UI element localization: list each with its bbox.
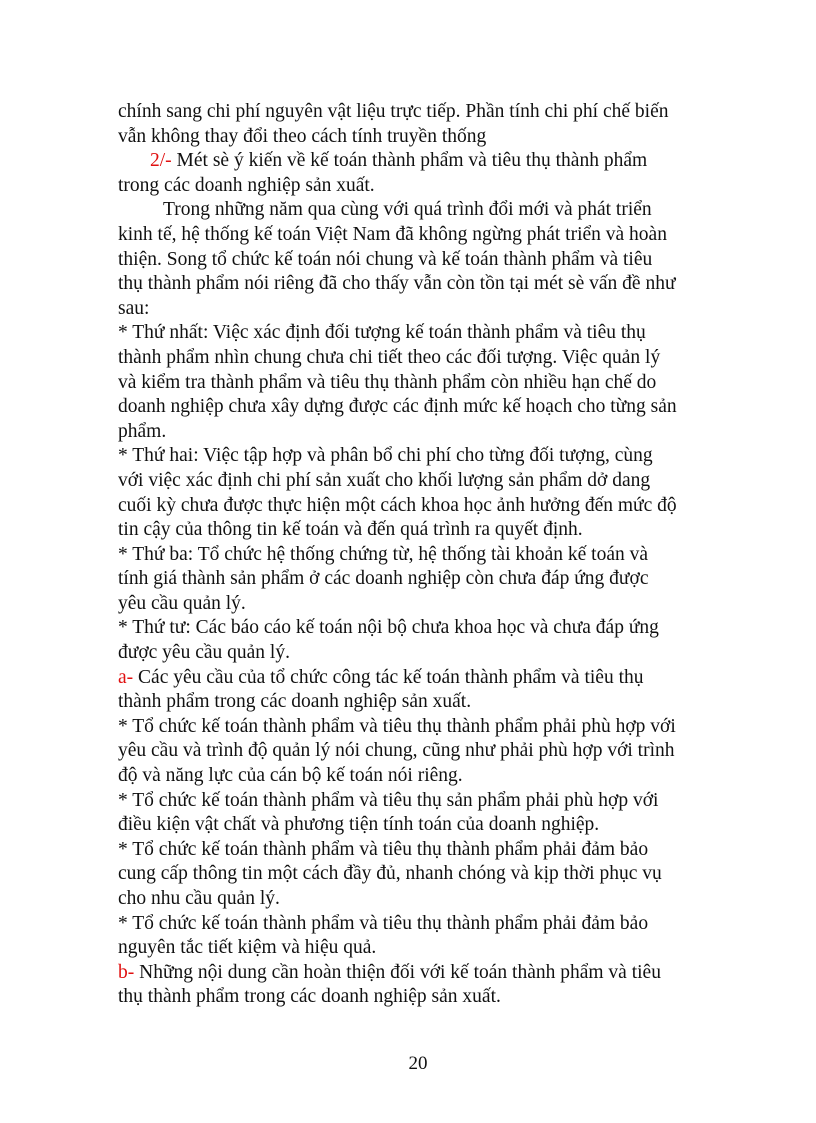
item-b-marker: b- [118, 961, 135, 983]
text-line: kinh tế, hệ thống kế toán Việt Nam đã không ngừng phát triển và hoàn [118, 223, 667, 245]
text-line: điều kiện vật chất và phương tiện tính toán của doanh nghiệp. [118, 814, 600, 836]
section-heading-line [118, 149, 698, 174]
text-line: thành phẩm nhìn chung chưa chi tiết theo các đối tượng. Việc quản lý [118, 346, 661, 368]
text-line: tin cậy của thông tin kế toán và đến quá trình ra quyết định. [118, 519, 583, 541]
text-line: thiện. Song tổ chức kế toán nói chung và kế toán thành phẩm và tiêu [118, 248, 653, 270]
text-line: thụ thành phẩm nói riêng đã cho thấy vẫn còn tồn tại mét sè vấn đề như [118, 273, 676, 295]
text-line: yêu cầu và trình độ quản lý nói chung, cũng như phải phù hợp với trình [118, 740, 675, 762]
text-line: * Thứ ba: Tổ chức hệ thống chứng từ, hệ thống tài khoản kế toán và [118, 543, 649, 565]
text-line: * Tổ chức kế toán thành phẩm và tiêu thụ thành phẩm phải đảm bảo [118, 912, 649, 934]
text-line: thụ thành phẩm trong các doanh nghiệp sản xuất. [118, 986, 501, 1008]
text-line: * Thứ hai: Việc tập hợp và phân bổ chi phí cho từng đối tượng, cùng [118, 445, 653, 467]
text-line: và kiểm tra thành phẩm và tiêu thụ thành phẩm còn nhiều hạn chế do [118, 371, 657, 393]
text-line: * Tổ chức kế toán thành phẩm và tiêu thụ sản phẩm phải phù hợp với [118, 789, 659, 811]
text-line: nguyên tắc tiết kiệm và hiệu quả. [118, 937, 377, 959]
text-line: phẩm. [118, 420, 167, 442]
item-b-text: Những nội dung cần hoàn thiện đối với kế toán thành phẩm và tiêu [139, 961, 661, 983]
item-a-line [118, 666, 698, 691]
section-number: 2/- [150, 150, 172, 172]
text-line: yêu cầu quản lý. [118, 592, 246, 614]
text-line: độ và năng lực của cán bộ kế toán nói riêng. [118, 765, 463, 787]
section-heading-text: Mét sè ý kiến về kế toán thành phẩm và tiêu thụ thành phẩm [176, 150, 648, 172]
text-line: * Thứ nhất: Việc xác định đối tượng kế toán thành phẩm và tiêu thụ [118, 322, 646, 344]
text-line: chính sang chi phí nguyên vật liệu trực tiếp. Phần tính chi phí chế biến [118, 101, 669, 122]
item-a-text: Các yêu cầu của tổ chức công tác kế toán thành phẩm và tiêu thụ [138, 666, 644, 688]
text-line: * Thứ tư: Các báo cáo kế toán nội bộ chưa khoa học và chưa đáp ứng [118, 617, 659, 639]
text-line: được yêu cầu quản lý. [118, 642, 290, 664]
text-line: Trong những năm qua cùng với quá trình đổi mới và phát triển [163, 199, 652, 221]
text-line: với việc xác định chi phí sản xuất cho khối lượng sản phẩm dở dang [118, 469, 651, 491]
text-line: * Tổ chức kế toán thành phẩm và tiêu thụ thành phẩm phải đảm bảo [118, 838, 649, 860]
text-line: * Tổ chức kế toán thành phẩm và tiêu thụ thành phẩm phải phù hợp với [118, 715, 676, 737]
text-line: cho nhu cầu quản lý. [118, 888, 280, 909]
text-line: cung cấp thông tin một cách đầy đủ, nhanh chóng và kịp thời phục vụ [118, 863, 662, 885]
body-text [118, 100, 698, 1010]
item-a-marker: a- [118, 666, 134, 688]
item-b-line [118, 961, 698, 986]
text-line: sau: [118, 297, 150, 319]
text-line: tính giá thành sản phẩm ở các doanh nghiệp còn chưa đáp ứng được [118, 568, 649, 590]
text-line: thành phẩm trong các doanh nghiệp sản xuất. [118, 691, 472, 713]
page-number: 20 [408, 1053, 428, 1074]
text-line: trong các doanh nghiệp sản xuất. [118, 174, 375, 196]
text-line: vẫn không thay đổi theo cách tính truyền thống [118, 125, 487, 147]
text-line: cuối kỳ chưa được thực hiện một cách khoa học ảnh hưởng đến mức độ [118, 494, 677, 516]
text-line: doanh nghiệp chưa xây dựng được các định mức kế hoạch cho từng sản [118, 396, 677, 418]
